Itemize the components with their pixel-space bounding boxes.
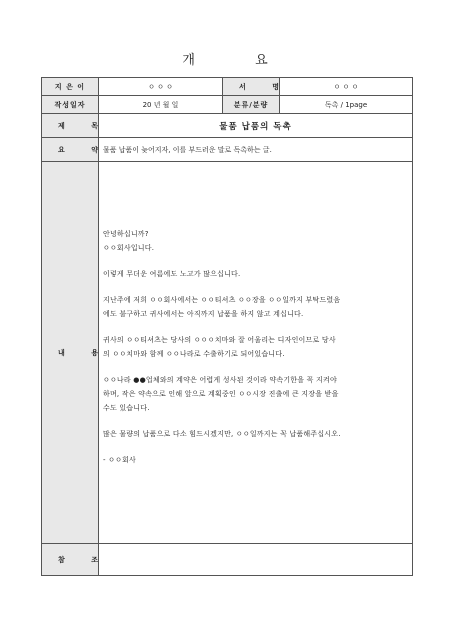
document-title: 개 요 <box>182 53 296 68</box>
content-line: 하며, 작은 약속으로 인해 앞으로 계획중인 ㅇㅇ시장 진출에 큰 지장을 받을 <box>103 389 339 398</box>
export-paragraph <box>103 333 408 361</box>
date-label: 작성일자 <box>42 96 99 114</box>
content-line: - ㅇㅇ회사 <box>103 455 136 464</box>
subject-row <box>42 114 413 138</box>
reference-value <box>99 544 413 576</box>
date-value: 20 년 월 일 <box>99 96 223 114</box>
closing-paragraph <box>103 427 408 441</box>
content-line: ㅇㅇ나라 ●●업체와의 계약은 어렵게 성사된 것이라 약속기한을 꼭 지켜야 <box>103 375 337 384</box>
request-paragraph <box>103 293 408 321</box>
date-row <box>42 96 413 114</box>
contract-paragraph <box>103 373 408 415</box>
greeting-paragraph <box>103 227 408 255</box>
document-form-table <box>41 77 413 576</box>
content-line: ㅇㅇ회사입니다. <box>103 243 155 252</box>
author-row <box>42 78 413 96</box>
author-value: ㅇ ㅇ ㅇ <box>99 78 223 96</box>
content-label: 내 용 <box>42 162 99 544</box>
sign-label: 서 명 <box>223 78 280 96</box>
summary-row <box>42 138 413 162</box>
content-line: 수도 있습니다. <box>103 403 150 412</box>
content-line: 지난주에 저희 ㅇㅇ회사에서는 ㅇㅇ티셔츠 ㅇㅇ장을 ㅇㅇ일까지 부탁드렸음 <box>103 295 341 304</box>
reference-label: 참 조 <box>42 544 99 576</box>
reference-row <box>42 544 413 576</box>
author-label: 지 은 이 <box>42 78 99 96</box>
content-line: 의 ㅇㅇ치마와 함께 ㅇㅇ나라로 수출하기로 되어있습니다. <box>103 349 285 358</box>
category-value: 독촉 / 1page <box>280 96 413 114</box>
sign-value: ㅇ ㅇ ㅇ <box>280 78 413 96</box>
content-line: 귀사의 ㅇㅇ티셔츠는 당사의 ㅇㅇㅇ치마와 잘 어울리는 디자인이므로 당사 <box>103 335 336 344</box>
content-line: 에도 불구하고 귀사에서는 아직까지 납품을 하지 않고 계십니다. <box>103 309 304 318</box>
summary-label: 요 약 <box>42 138 99 162</box>
summary-value: 물품 납품이 늦어지자, 이를 부드러운 말로 독촉하는 글. <box>99 138 413 162</box>
signature-paragraph <box>103 453 408 467</box>
content-line: 이렇게 무더운 여름에도 노고가 많으십니다. <box>103 269 241 278</box>
subject-value: 물품 납품의 독촉 <box>99 114 413 138</box>
content-row <box>42 162 413 544</box>
content-line: 안녕하십니까? <box>103 229 149 238</box>
category-label: 분류/분량 <box>223 96 280 114</box>
subject-label: 제 목 <box>42 114 99 138</box>
weather-paragraph <box>103 267 408 281</box>
content-line: 많은 물량의 납품으로 다소 힘드시겠지만, ㅇㅇ일까지는 꼭 납품해주십시오. <box>103 429 341 438</box>
content-body <box>99 162 413 544</box>
